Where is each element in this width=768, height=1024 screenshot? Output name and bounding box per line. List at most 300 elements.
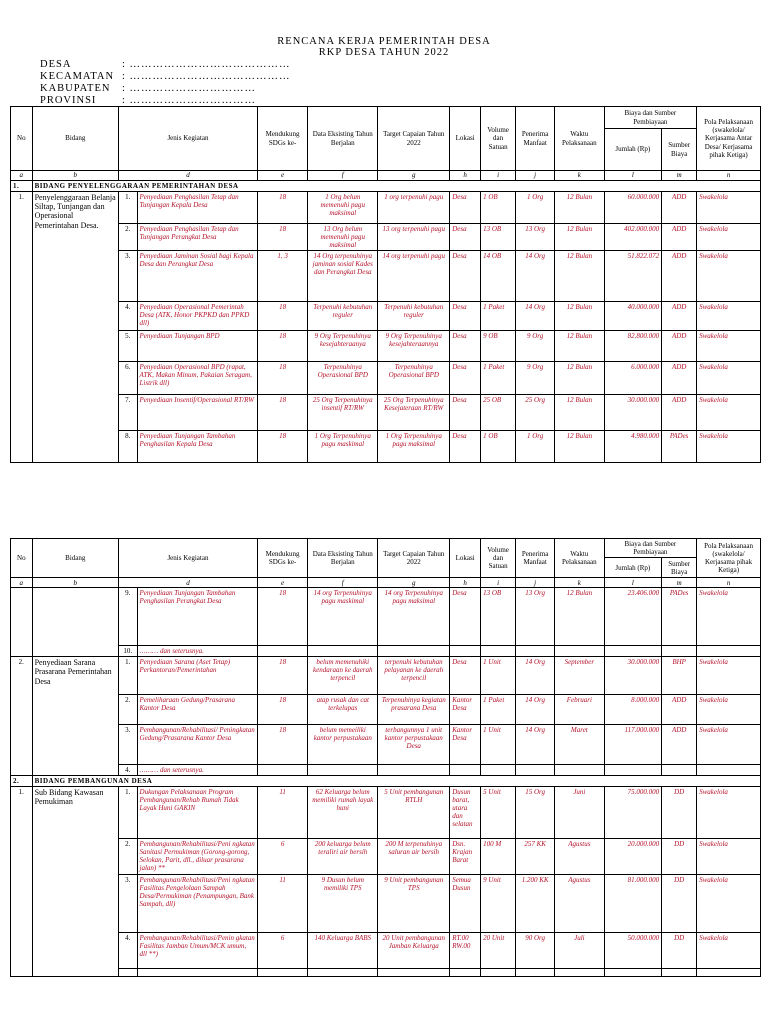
doc-field-provinsi [40,95,256,106]
header-biaya-group: Biaya dan Sumber Pembiayaan [604,539,697,558]
cell-volume: 25 OB [481,395,516,431]
header-pola: Pola Pelaksanaan (swakelola/ Kerjasama pihak Ketiga) [697,539,761,578]
cell-target: terpenuhi kebutuhan pelayanan ke daerah terpencil [378,657,450,695]
cell-volume: 13 OB [481,588,516,646]
cell-jenis-kegiatan: Pembangunan/Rehabilitasi/Peni ngkatan Sanitasi Permukiman (Gorong-gorong, Selokan, Parit, dll., diluar prasarana jalan) ** [137,839,257,875]
cell-target: Terpenuhi kebutuhan reguler [378,302,450,331]
cell-sumber: ADD [662,251,697,302]
letter-b: b [32,171,118,181]
cell-waktu: 12 Bulan [555,588,604,646]
cell-lokasi: Desa [450,302,481,331]
letter-l: l [604,171,662,181]
cell-waktu: 12 Bulan [555,331,604,362]
cell-penerima: 14 Org [516,695,555,725]
cell-data: belum memeiliki kantor perpustakaan [308,725,378,765]
cell-pola: Swakelola [697,875,761,933]
cell-jenis-kegiatan: Penyediaan Jaminan Sosial bagi Kepala Desa dan Perangkat Desa [137,251,257,302]
rkp-table-2 [10,538,761,977]
cell-penerima: 9 Org [516,362,555,395]
cell-penerima: 13 Org [516,224,555,251]
letter-l: l [604,578,662,588]
cell-sumber: DD [662,933,697,969]
header-penerima: Penerima Manfaat [516,539,555,578]
cell-jumlah: 30.000.000 [604,657,662,695]
table-row [11,302,761,331]
cell-jumlah: 40.000.000 [604,302,662,331]
cell-sdgs: 18 [257,331,307,362]
cell-volume: 1 Paket [481,695,516,725]
cell-penerima: 90 Org [516,933,555,969]
letter-d: d [119,171,258,181]
cell-target: 25 Org Terpenuhinya Kesejateraan RT/RW [378,395,450,431]
row-number: 5. [119,331,138,362]
cell-data: 14 org Terpenuhinya pagu maskimal [308,588,378,646]
header-bidang: Bidang [32,107,118,171]
cell-target: 14 org terpenuhi pagu [378,251,450,302]
cell-jenis-kegiatan: Penyediaan Operasional Pemerintah Desa (ATK, Honor PKPKD dan PPKD dll) [137,302,257,331]
empty-cell [308,969,378,977]
cell-pola: Swakelola [697,839,761,875]
header-pola: Pola Pelaksanaan (swakelola/ Kerjasama Antar Desa/ Kerjasama pihak Ketiga) [697,107,761,171]
cell-jenis-kegiatan: Pembangunan/Rehabilitasi/ Peningkatan Gedung/Prasarana Kantor Desa [137,725,257,765]
cell-data: Terpenuhi kebutuhan reguler [308,302,378,331]
cell-sumber: ADD [662,192,697,224]
row-number: 8. [119,431,138,463]
cell-lokasi: Kantor Desa [450,695,481,725]
cell-pola [697,765,761,776]
cell-waktu [555,646,604,657]
doc-title-2: RKP DESA TAHUN 2022 [318,47,450,58]
cell-jenis-kegiatan: Penyediaan Tunjangan Tambahan Penghasilan Kepala Desa [137,431,257,463]
row-number: 6. [119,362,138,395]
cell-penerima: 1 Org [516,192,555,224]
cell-sdgs [257,646,307,657]
cell-sdgs: 11 [257,875,307,933]
cell-sdgs: 18 [257,362,307,395]
cell-sdgs: 6 [257,839,307,875]
cell-jumlah: 50.000.000 [604,933,662,969]
cell-sdgs: 18 [257,431,307,463]
row-number: 10. [119,646,138,657]
header-jumlah: Jumlah (Rp) [604,129,662,171]
cell-jumlah: 6.000.000 [604,362,662,395]
cell-sumber: ADD [662,224,697,251]
group-label: Penyediaan Sarana Prasarana Pemerintahan Desa [32,657,118,776]
table-row [11,251,761,302]
cell-sdgs [257,765,307,776]
empty-cell [604,969,662,977]
cell-target: 200 M terpenuhinya saluran air bersih [378,839,450,875]
cell-pola: Swakelola [697,657,761,695]
cell-sdgs: 18 [257,657,307,695]
row-number: 1. [119,192,138,224]
header-penerima: Penerima Manfaat [516,107,555,171]
cell-pola: Swakelola [697,302,761,331]
cell-volume: 1 Unit [481,725,516,765]
letter-i: i [481,578,516,588]
cell-target: terbangunnya 1 unit kantor perpustakaan Desa [378,725,450,765]
group-number: 2. [11,657,33,776]
cell-data: belum memenuhiki kendaraan ke daerah terpencil [308,657,378,695]
row-number: 3. [119,251,138,302]
cell-lokasi: Desa [450,192,481,224]
header-sumber: Sumber Biaya [662,129,697,171]
cell-lokasi: RT.00 RW.00 [450,933,481,969]
cell-jenis-kegiatan: Penyediaan Operasional BPD (rapat, ATK, Makan Minum, Pakaian Seragam, Listrik dll) [137,362,257,395]
table-row [11,875,761,933]
cell-volume: 9 OB [481,331,516,362]
header-jenis-kegiatan: Jenis Kegiatan [119,539,258,578]
header-waktu: Waktu Pelaksanaan [555,107,604,171]
cell-pola: Swakelola [697,933,761,969]
cell-target: 14 org Terpenuhinya pagu maksimal [378,588,450,646]
cell-penerima: 25 Org [516,395,555,431]
cell-volume [481,765,516,776]
cell-sumber: DD [662,875,697,933]
letter-e: e [257,578,307,588]
letter-k: k [555,171,604,181]
cell-target: 13 org terpenuhi pagu [378,224,450,251]
cell-jenis-kegiatan: Pemeliharaan Gedung/Prasarana Kantor Desa [137,695,257,725]
letter-f: f [308,171,378,181]
field-value: : …………………………… [122,95,257,106]
cell-target: 20 Unit pembangunan Jamban Keluarga [378,933,450,969]
cell-volume: 1 Unit [481,657,516,695]
cell-lokasi: Desa [450,251,481,302]
letter-h: h [450,578,481,588]
cell-penerima: 257 KK [516,839,555,875]
header-waktu: Waktu Pelaksanaan [555,539,604,578]
table-row [11,765,761,776]
cont-bidang [32,588,118,657]
row-number: 4. [119,302,138,331]
cell-sumber: ADD [662,695,697,725]
cell-data: 62 Keluarga belum memiliki rumah layak huni [308,787,378,839]
letter-g: g [378,171,450,181]
cell-jumlah: 60.000.000 [604,192,662,224]
row-number: 9. [119,588,138,646]
header-volume: Volume dan Satuan [481,539,516,578]
header-target: Target Capaian Tahun 2022 [378,539,450,578]
cell-pola: Swakelola [697,192,761,224]
table-row [11,431,761,463]
cell-sumber: ADD [662,331,697,362]
cell-jumlah: 117.000.000 [604,725,662,765]
cell-waktu [555,765,604,776]
cell-jumlah: 81.000.000 [604,875,662,933]
cell-waktu: Agustus [555,875,604,933]
header-lokasi: Lokasi [450,539,481,578]
cell-volume: 20 Unit [481,933,516,969]
cell-pola: Swakelola [697,725,761,765]
cell-penerima [516,646,555,657]
table-row [11,787,761,839]
row-number: 2. [119,839,138,875]
cell-volume: 14 OB [481,251,516,302]
group-number: 1. [11,787,33,977]
cell-volume: 100 M [481,839,516,875]
cell-lokasi: Desa [450,224,481,251]
cell-waktu: 12 Bulan [555,251,604,302]
section-no: 2. [11,776,33,787]
cell-waktu: Juli [555,933,604,969]
letter-k: k [555,578,604,588]
cell-waktu: 12 Bulan [555,192,604,224]
letter-n: n [697,171,761,181]
cell-lokasi: Kantor Desa [450,725,481,765]
table-row [11,224,761,251]
doc-field-desa [40,59,291,70]
header-jumlah: Jumlah (Rp) [604,558,662,578]
cell-lokasi: Desa [450,395,481,431]
section-label: BIDANG PENYELENGGARAAN PEMERINTAHAN DESA [32,181,760,192]
cell-volume: 5 Unit [481,787,516,839]
cell-waktu: 12 Bulan [555,395,604,431]
cell-sdgs: 18 [257,302,307,331]
letter-m: m [662,171,697,181]
cell-penerima: 14 Org [516,725,555,765]
cell-jumlah: 20.000.000 [604,839,662,875]
letter-i: i [481,171,516,181]
table-row [11,695,761,725]
cell-sumber: PADes [662,431,697,463]
doc-field-kabupaten [40,83,256,94]
cell-jumlah [604,765,662,776]
section-row [11,776,761,787]
cell-pola: Swakelola [697,695,761,725]
header-biaya-group: Biaya dan Sumber Pembiayaan [604,107,697,129]
field-label: KECAMATAN [40,71,115,82]
empty-cell [257,969,307,977]
cell-penerima: 1.200 KK [516,875,555,933]
cell-sdgs: 18 [257,695,307,725]
cell-data: 1 Org belum memenuhi pagu maksimal [308,192,378,224]
table-row [11,331,761,362]
empty-cell [662,969,697,977]
cell-volume: 1 Paket [481,362,516,395]
cell-volume: 9 Unit [481,875,516,933]
letter-g: g [378,578,450,588]
field-label: KABUPATEN [40,83,111,94]
header-jenis-kegiatan: Jenis Kegiatan [119,107,258,171]
letter-n: n [697,578,761,588]
letter-b: b [32,578,118,588]
cell-data [308,646,378,657]
cell-sumber: ADD [662,302,697,331]
letter-d: d [119,578,258,588]
cell-jumlah: 30.000.000 [604,395,662,431]
cell-volume: 13 OB [481,224,516,251]
cell-sdgs: 11 [257,787,307,839]
cell-jenis-kegiatan: Penyediaan Tunjangan BPD [137,331,257,362]
cell-target: Terpenuhinya Operasional BPD [378,362,450,395]
cell-data: 13 Org belum memenuhi pagu maksimal [308,224,378,251]
letter-h: h [450,171,481,181]
cell-jenis-kegiatan: Pembangunan/Rehabilitasi/Penin gkatan Fasilitas Jamban Umum/MCK umum, dll **) [137,933,257,969]
cell-pola: Swakelola [697,224,761,251]
cell-jumlah: 4.980.000 [604,431,662,463]
cell-sdgs: 18 [257,224,307,251]
cell-volume: 1 OB [481,192,516,224]
cell-data: atap rusak dan cat terkelupas [308,695,378,725]
cell-sumber: ADD [662,395,697,431]
cell-target: 5 Unit pembangunan RTLH [378,787,450,839]
header-lokasi: Lokasi [450,107,481,171]
cell-waktu: 12 Bulan [555,431,604,463]
empty-cell [137,969,257,977]
cell-pola: Swakelola [697,588,761,646]
cell-target [378,646,450,657]
cell-jenis-kegiatan: Penyediaan Sarana (Aset Tetap) Perkantoran/Pemerintahan [137,657,257,695]
header-no: No [11,107,33,171]
cell-target: Terpenuhinya kegiatan prasarana Desa [378,695,450,725]
empty-cell [697,969,761,977]
cell-sdgs: 1, 3 [257,251,307,302]
header-volume: Volume dan Satuan [481,107,516,171]
cell-waktu: Februari [555,695,604,725]
cell-penerima: 15 Org [516,787,555,839]
letter-e: e [257,171,307,181]
cell-jumlah: 8.000.000 [604,695,662,725]
table-row [11,657,761,695]
cell-lokasi: Desa [450,362,481,395]
cell-volume: 1 Paket [481,302,516,331]
cell-penerima: 14 Org [516,657,555,695]
cell-target: 9 Org Terpenuhinya kesejahteraannya [378,331,450,362]
cell-jenis-kegiatan: ……… dan seterusnya. [137,765,257,776]
cell-sdgs: 18 [257,192,307,224]
cell-waktu: 12 Bulan [555,302,604,331]
cell-lokasi: Dusun barat, utara dan selatan [450,787,481,839]
cell-pola: Swakelola [697,251,761,302]
table-row [11,588,761,646]
empty-cell [450,969,481,977]
cell-jenis-kegiatan: Penyediaan Penghasilan Tetap dan Tunjangan Perangkat Desa [137,224,257,251]
cell-waktu: September [555,657,604,695]
header-data-eksisting: Data Eksisting Tahun Berjalan [308,107,378,171]
cell-data: Terpenuhinya Operasional BPD [308,362,378,395]
letter-a: a [11,578,33,588]
cell-sumber: ADD [662,362,697,395]
cell-sumber: DD [662,839,697,875]
table-row [11,192,761,224]
cell-penerima: 14 Org [516,302,555,331]
field-label: DESA [40,59,72,70]
section-no: 1. [11,181,33,192]
cell-data: 1 Org Terpenuhinya pagu maskimal [308,431,378,463]
cell-lokasi [450,646,481,657]
cell-pola: Swakelola [697,395,761,431]
cell-jenis-kegiatan: Penyediaan Tunjangan Tambahan Penghasilan Perangkat Desa [137,588,257,646]
empty-cell [516,969,555,977]
cell-volume: 1 OB [481,431,516,463]
empty-cell [119,969,138,977]
letter-m: m [662,578,697,588]
cell-target: 1 org terpenuhi pagu [378,192,450,224]
cell-target: 9 Unit pembangunan TPS [378,875,450,933]
cell-data: 9 Dusun belum memiliki TPS [308,875,378,933]
cell-jenis-kegiatan: Pembangunan/Rehabilitasi/Peni ngkatan Fasilitas Pengelolaan Sampah Desa/Permukiman (Penampungan, Bank Sampah, dll) [137,875,257,933]
cell-lokasi: Desa [450,331,481,362]
cell-jenis-kegiatan: Penyediaan Penghasilan Tetap dan Tunjangan Kepala Desa [137,192,257,224]
header-target: Target Capaian Tahun 2022 [378,107,450,171]
cell-jumlah: 23.406.000 [604,588,662,646]
header-data-eksisting: Data Eksisting Tahun Berjalan [308,539,378,578]
group-number: 1. [11,192,33,463]
cell-jenis-kegiatan: Dukungan Pelaksanaan Program Pembangunan/Rehab Rumah Tidak Layak Huni GAKIN [137,787,257,839]
cell-lokasi: Semua Dusun [450,875,481,933]
header-no: No [11,539,33,578]
row-number: 2. [119,695,138,725]
cell-waktu: Maret [555,725,604,765]
cell-sumber [662,646,697,657]
cell-lokasi: Desa [450,431,481,463]
header-sdgs: Mendukung SDGs ke- [257,107,307,171]
cell-jumlah: 82.800.000 [604,331,662,362]
cell-data: 140 Keluarga BABS [308,933,378,969]
cell-jenis-kegiatan: ……… dan seterusnya. [137,646,257,657]
cell-pola: Swakelola [697,431,761,463]
cell-data: 9 Org Terpenuhinya kesejahteraanya [308,331,378,362]
group-label: Penyelenggaraan Belanja Siltap, Tunjangan dan Operasional Pemerintahan Desa. [32,192,118,463]
cell-sumber: BHP [662,657,697,695]
header-sumber: Sumber Biaya [662,558,697,578]
letter-f: f [308,578,378,588]
cell-sumber: ADD [662,725,697,765]
cell-sdgs: 6 [257,933,307,969]
cell-waktu: Agustus [555,839,604,875]
cell-sumber: PADes [662,588,697,646]
row-number: 7. [119,395,138,431]
header-sdgs: Mendukung SDGs ke- [257,539,307,578]
section-label: BIDANG PEMBANGUNAN DESA [32,776,760,787]
empty-cell [378,969,450,977]
cell-volume [481,646,516,657]
cell-penerima [516,765,555,776]
cell-penerima: 13 Org [516,588,555,646]
cell-target: 1 Org Terpenuhinya pagu maksimal [378,431,450,463]
cell-lokasi: Dsn. Krajan Barat [450,839,481,875]
cell-sdgs: 18 [257,395,307,431]
cell-jumlah: 51.822.072 [604,251,662,302]
field-value: : …………………………………… [122,59,291,70]
cell-target [378,765,450,776]
cell-sumber: DD [662,787,697,839]
cell-pola [697,646,761,657]
table-row [11,646,761,657]
cell-jumlah: 402.000.000 [604,224,662,251]
cell-sdgs: 18 [257,588,307,646]
rkp-table-1 [10,106,761,463]
cell-jumlah [604,646,662,657]
group-label: Sub Bidang Kawasan Pemukiman [32,787,118,977]
row-number: 3. [119,725,138,765]
field-value: : …………………………………… [122,71,291,82]
cell-sdgs: 18 [257,725,307,765]
table-row [11,933,761,969]
cell-waktu: 12 Bulan [555,224,604,251]
empty-cell [481,969,516,977]
cell-lokasi: Desa [450,588,481,646]
cell-pola: Swakelola [697,331,761,362]
letter-j: j [516,171,555,181]
table-row [11,839,761,875]
table-row [11,362,761,395]
letter-j: j [516,578,555,588]
cell-waktu: Juni [555,787,604,839]
doc-field-kecamatan [40,71,291,82]
letter-a: a [11,171,33,181]
